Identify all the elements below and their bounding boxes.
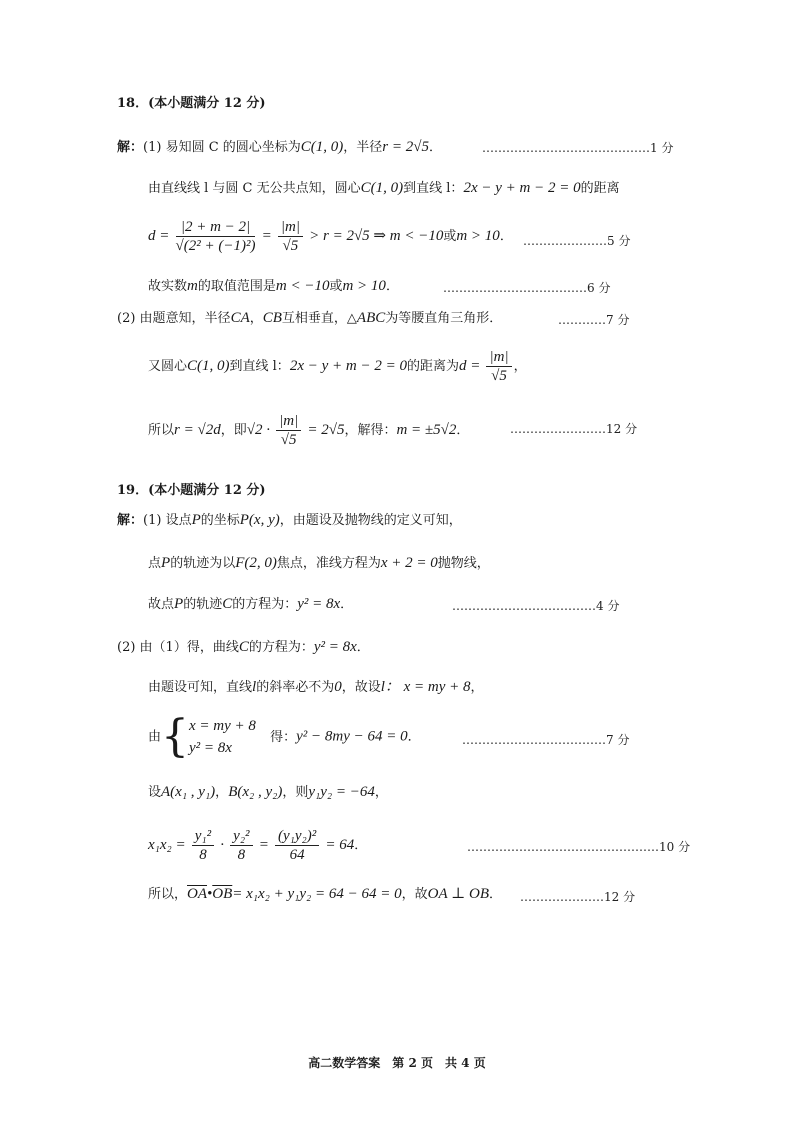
q18-part1-line1: 解：(1) 易知圆 C 的圆心坐标为C(1, 0)，半径r = 2√5． [117, 139, 443, 155]
q18-score-6: ………………………………6 分 [443, 281, 611, 295]
q19-score-4: ………………………………4 分 [452, 599, 620, 613]
left-brace: { [161, 711, 190, 762]
page-footer: 高二数学答案 第 2 页 共 4 页 [308, 1056, 486, 1070]
q19-part1-line3: 故点P的轨迹C的方程为：y² = 8x． [148, 596, 354, 612]
q19-part1-line1: 解：(1) 设点P的坐标P(x, y)，由题设及抛物线的定义可知， [117, 512, 462, 528]
q19-part2-line4: 设A(x₁ , y₁)，B(x₂ , y₂)，则y₁y₂ = −64， [148, 784, 388, 800]
q19-score-7: ………………………………7 分 [462, 733, 630, 747]
q18-fraction-2: $\frac{|m|}{√5}$ [278, 218, 303, 255]
q18-score-5: …………………5 分 [523, 234, 631, 248]
q18-score-12: ……………………12 分 [510, 422, 638, 436]
vector-ob: $\overline{OB}$ [212, 886, 233, 902]
q19-product-formula: x₁x₂ = $\frac{\text{y₁²}}{8}$ · $\frac{\text{y₂²}}{8}$ = $\frac{\text{(y₁y₂)²}}{64}$ = 64． [148, 828, 368, 863]
q19-fraction-2: $\frac{\text{y₂²}}{8}$ [230, 827, 252, 864]
q18-header: 18．(本小题满分 12 分) [117, 96, 266, 111]
q18-score-7: …………7 分 [558, 313, 630, 327]
equation-system: x = my + 8 y² = 8x [189, 718, 256, 756]
q18-part1-line4: 故实数m的取值范围是m < −10或m > 10． [148, 278, 399, 294]
q19-score-12: …………………12 分 [520, 890, 636, 904]
q19-header: 19．(本小题满分 12 分) [117, 483, 266, 498]
q18-part2-line1: (2) 由题意知，半径CA，CB互相垂直，△ABC为等腰直角三角形． [117, 310, 503, 326]
q19-fraction-3: $\frac{\text{(y₁y₂)²}}{64}$ [275, 827, 319, 864]
q18-part2-line3: 所以r = √2d，即√2 · $\frac{|m|}{√5}$ = 2√5，解得：m = ±5√2． [148, 413, 470, 448]
q18-fraction-4: $\frac{|m|}{√5}$ [276, 412, 301, 449]
q18-score-1: ……………………………………1 分 [482, 141, 674, 155]
q19-system-equations: 由{ x = my + 8 y² = 8x 得：y² − 8my − 64 = 0． [148, 711, 421, 762]
q19-part2-line2: 由题设可知，直线l的斜率必不为0，故设l： x = my + 8， [148, 679, 484, 695]
q19-score-10: …………………………………………10 分 [467, 840, 691, 854]
q18-distance-formula: d = $\frac{|2 + m - 2|}{\text{√(2² + (−1)²)}}$ = $\frac{|m|}{√5}$ > r = 2√5 ⇒ m < −10或m > 10． [148, 219, 513, 254]
q19-part2-line6: 所以，$\overline{OA}•\overline{OB}= x_1x_2 + y_1y_2 = 64 - 64 = 0$，故OA ⊥ OB． [148, 886, 502, 902]
vector-oa: $\overline{OA}$ [187, 886, 208, 902]
q18-fraction-3: $\frac{|m|}{√5}$ [486, 348, 511, 385]
q19-part2-line1: (2) 由（1）得，曲线C的方程为：y² = 8x． [117, 639, 370, 655]
q18-part1-line2: 由直线线 l 与圆 C 无公共点知，圆心C(1, 0)到直线 l：2x − y + m − 2 = 0的距离 [148, 180, 620, 196]
q19-part1-line2: 点P的轨迹为以F(2, 0)焦点，准线方程为x + 2 = 0抛物线， [148, 555, 490, 571]
q18-part2-line2: 又圆心C(1, 0)到直线 l：2x − y + m − 2 = 0的距离为d = $\frac{|m|}{√5}$ ， [148, 349, 527, 384]
q18-fraction-1: $\frac{|2 + m - 2|}{\text{√(2² + (−1)²)}}$ [175, 219, 256, 254]
q19-fraction-1: $\frac{\text{y₁²}}{8}$ [192, 827, 214, 864]
